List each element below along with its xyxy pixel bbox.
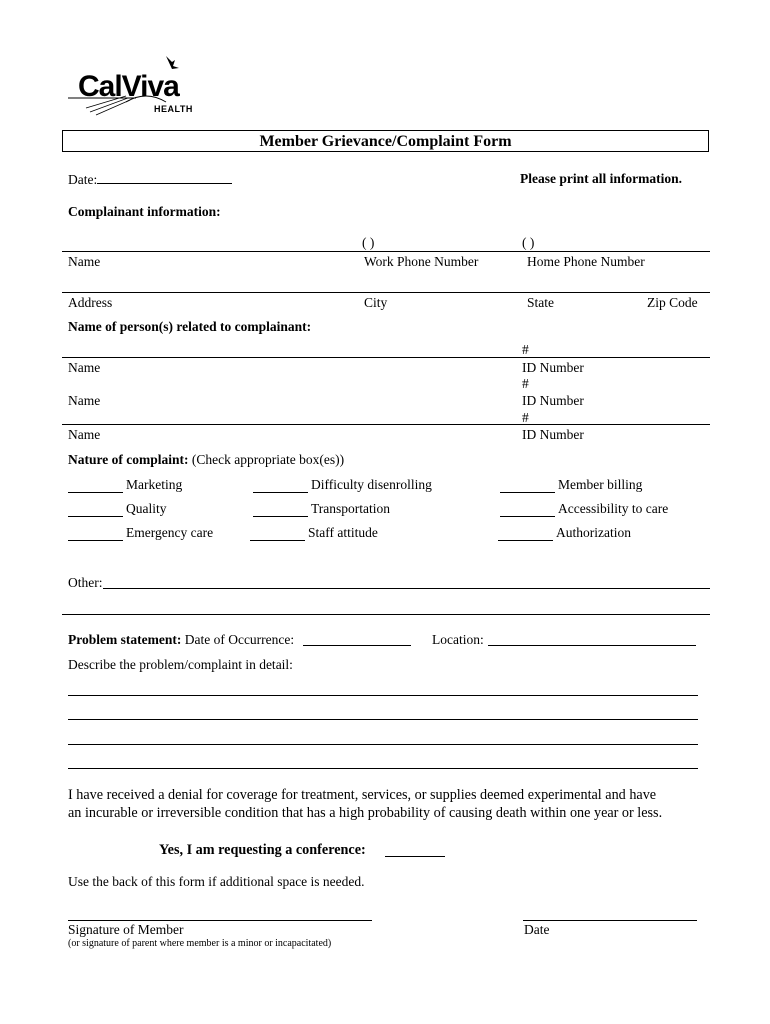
calviva-logo xyxy=(66,52,226,122)
denial-text-line-2: an incurable or irreversible condition that has a high probability of causing death within one year or less. xyxy=(68,805,663,821)
option-label: Transportation xyxy=(311,501,391,516)
detail-line-1[interactable] xyxy=(68,695,698,696)
address-label: Address xyxy=(68,295,113,310)
related-hash-3: # xyxy=(522,410,529,425)
option-label: Quality xyxy=(126,501,167,516)
conference-checkbox[interactable] xyxy=(385,856,445,857)
signature-date-label: Date xyxy=(524,922,550,937)
home-phone-label: Home Phone Number xyxy=(527,254,645,269)
nature-heading xyxy=(68,452,344,468)
state-label: State xyxy=(527,295,554,310)
checkbox-emergency-care[interactable] xyxy=(68,525,213,541)
logo-health: HEALTH xyxy=(154,104,193,114)
checkbox-transportation[interactable] xyxy=(253,501,390,517)
option-label: Emergency care xyxy=(126,525,214,540)
checkbox-member-billing[interactable] xyxy=(500,477,642,493)
nature-rest: (Check appropriate box(es)) xyxy=(188,452,345,467)
related-line-3[interactable] xyxy=(62,424,710,425)
occurrence-date-field[interactable] xyxy=(303,645,411,646)
signature-date-line[interactable] xyxy=(523,920,697,921)
complainant-heading: Complainant information: xyxy=(68,204,221,219)
date-field[interactable] xyxy=(68,171,232,188)
date-blank[interactable] xyxy=(97,171,232,184)
other-line-1[interactable] xyxy=(103,588,710,589)
related-hash-1: # xyxy=(522,342,529,357)
name-label: Name xyxy=(68,254,101,269)
related-hash-2: # xyxy=(522,376,529,391)
date-label: Date: xyxy=(68,172,98,187)
checkbox-marketing[interactable] xyxy=(68,477,182,493)
name-line[interactable] xyxy=(62,251,710,252)
detail-line-4[interactable] xyxy=(68,768,698,769)
work-phone-label: Work Phone Number xyxy=(364,254,479,269)
checkbox-quality[interactable] xyxy=(68,501,167,517)
related-id-1: ID Number xyxy=(522,360,584,375)
option-label: Authorization xyxy=(556,525,631,540)
related-name-3: Name xyxy=(68,427,101,442)
related-heading: Name of person(s) related to complainant: xyxy=(68,319,312,334)
occurrence-label: Date of Occurrence: xyxy=(181,632,295,647)
related-id-3: ID Number xyxy=(522,427,584,442)
denial-text-line-1: I have received a denial for coverage for treatment, services, or supplies deemed experimental and have xyxy=(68,787,657,803)
related-id-2: ID Number xyxy=(522,393,584,408)
other-label: Other: xyxy=(68,575,103,590)
other-line-2[interactable] xyxy=(62,614,710,615)
option-label: Staff attitude xyxy=(308,525,378,540)
checkbox-authorization[interactable] xyxy=(498,525,631,541)
home-phone-area: ( ) xyxy=(522,235,535,250)
option-label: Marketing xyxy=(126,477,183,492)
signature-label: Signature of Member xyxy=(68,922,184,937)
city-label: City xyxy=(364,295,388,310)
location-label: Location: xyxy=(432,632,484,647)
zip-label: Zip Code xyxy=(647,295,698,310)
detail-line-2[interactable] xyxy=(68,719,698,720)
detail-line-3[interactable] xyxy=(68,744,698,745)
location-field[interactable] xyxy=(488,645,696,646)
form-title: Member Grievance/Complaint Form xyxy=(62,130,709,152)
signature-note: (or signature of parent where member is a minor or incapacitated) xyxy=(68,938,332,949)
back-note: Use the back of this form if additional space is needed. xyxy=(68,874,365,889)
describe-label: Describe the problem/complaint in detail: xyxy=(68,657,293,672)
signature-line[interactable] xyxy=(68,920,372,921)
work-phone-area: ( ) xyxy=(362,235,375,250)
related-line-1[interactable] xyxy=(62,357,710,358)
option-label: Accessibility to care xyxy=(558,501,669,516)
checkbox-accessibility[interactable] xyxy=(500,501,668,517)
nature-bold: Nature of complaint: xyxy=(68,452,189,467)
checkbox-staff-attitude[interactable] xyxy=(250,525,378,541)
option-label: Member billing xyxy=(558,477,643,492)
address-line[interactable] xyxy=(62,292,710,293)
problem-statement xyxy=(68,632,294,648)
option-label: Difficulty disenrolling xyxy=(311,477,432,492)
problem-bold: Problem statement: xyxy=(68,632,182,647)
print-note: Please print all information. xyxy=(520,171,682,186)
related-name-1: Name xyxy=(68,360,101,375)
related-name-2: Name xyxy=(68,393,101,408)
checkbox-difficulty-disenrolling[interactable] xyxy=(253,477,432,493)
conference-label: Yes, I am requesting a conference: xyxy=(159,842,366,858)
logo-wordmark: CalViva xyxy=(78,70,179,103)
